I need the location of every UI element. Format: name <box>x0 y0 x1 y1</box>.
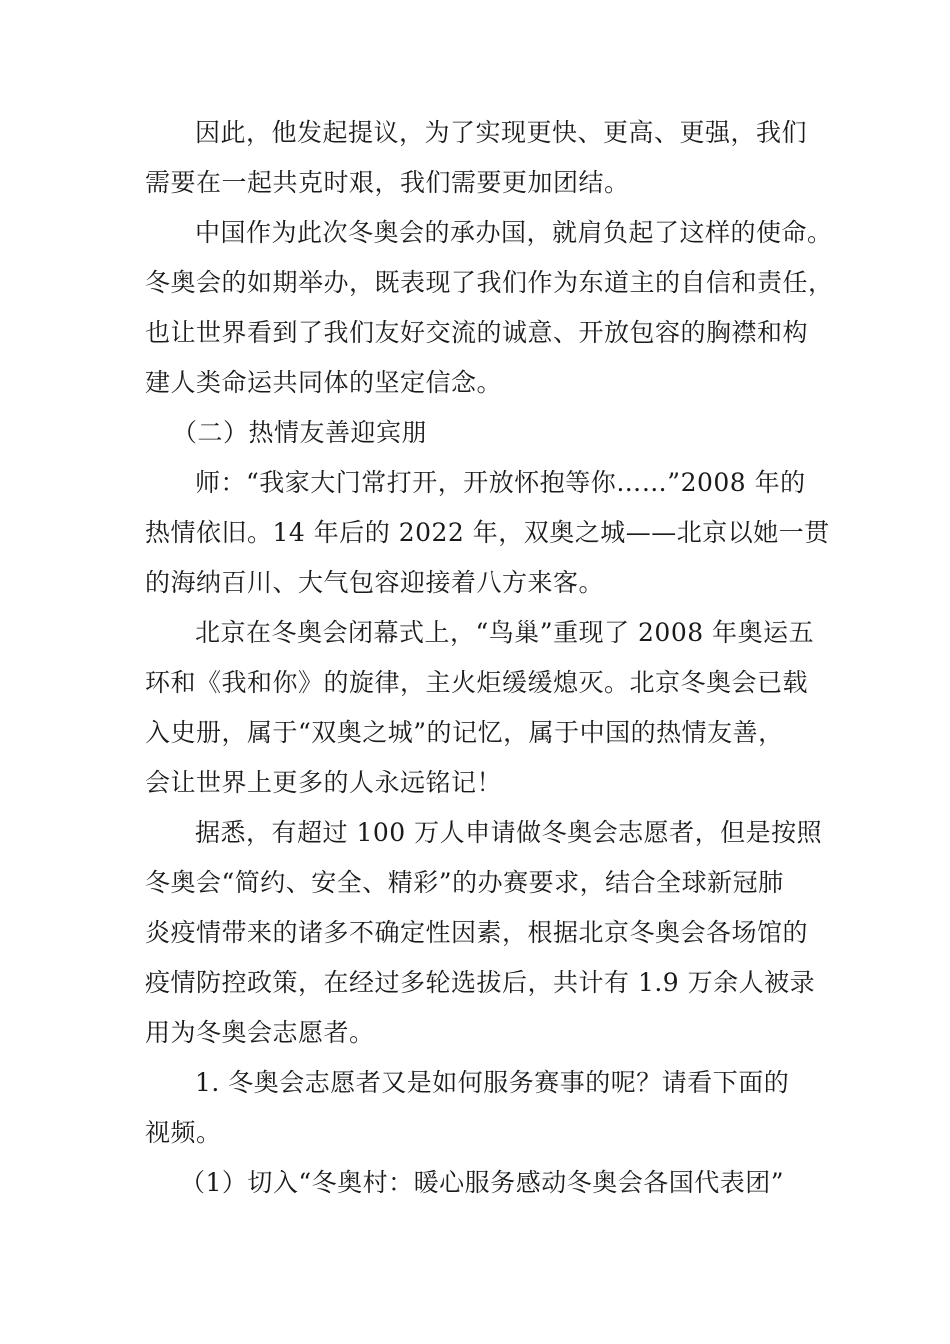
paragraph-line: 也让世界看到了我们友好交流的诚意、开放包容的胸襟和构 <box>145 318 809 347</box>
paragraph-line: 1. 冬奥会志愿者又是如何服务赛事的呢？请看下面的 <box>195 1068 790 1097</box>
paragraph-line: 冬奥会的如期举办，既表现了我们作为东道主的自信和责任， <box>145 268 834 297</box>
paragraph-line: 会让世界上更多的人永远铭记！ <box>145 768 503 797</box>
paragraph-line: 的海纳百川、大气包容迎接着八方来客。 <box>145 568 605 597</box>
paragraph-line: 热情依旧。14 年后的 2022 年，双奥之城——北京以她一贯 <box>145 518 830 547</box>
paragraph-line: 冬奥会“简约、安全、精彩”的办赛要求，结合全球新冠肺 <box>145 868 784 897</box>
paragraph-line: 用为冬奥会志愿者。 <box>145 1018 375 1047</box>
paragraph-line: 因此，他发起提议，为了实现更快、更高、更强，我们 <box>195 118 808 147</box>
paragraph-line: 据悉，有超过 100 万人申请做冬奥会志愿者，但是按照 <box>195 818 823 847</box>
paragraph-line: 入史册，属于“双奥之城”的记忆，属于中国的热情友善， <box>145 718 784 747</box>
paragraph-line: 建人类命运共同体的坚定信念。 <box>145 368 503 397</box>
paragraph-line: 师：“我家大门常打开，开放怀抱等你……”2008 年的 <box>195 468 806 497</box>
paragraph-line: 视频。 <box>145 1118 222 1147</box>
section-heading: （二）热情友善迎宾朋 <box>172 418 428 447</box>
paragraph-line: 炎疫情带来的诸多不确定性因素，根据北京冬奥会各场馆的 <box>145 918 809 947</box>
paragraph-line: 北京在冬奥会闭幕式上，“鸟巢”重现了 2008 年奥运五 <box>195 618 815 647</box>
paragraph-line: 疫情防控政策，在经过多轮选拔后，共计有 1.9 万余人被录 <box>145 968 816 997</box>
paragraph-line: 环和《我和你》的旋律，主火炬缓缓熄灭。北京冬奥会已载 <box>145 668 809 697</box>
paragraph-line: 需要在一起共克时艰，我们需要更加团结。 <box>145 168 630 197</box>
numbered-item: （1）切入“冬奥村：暖心服务感动冬奥会各国代表团” <box>180 1168 784 1197</box>
paragraph-line: 中国作为此次冬奥会的承办国，就肩负起了这样的使命。 <box>195 218 833 247</box>
